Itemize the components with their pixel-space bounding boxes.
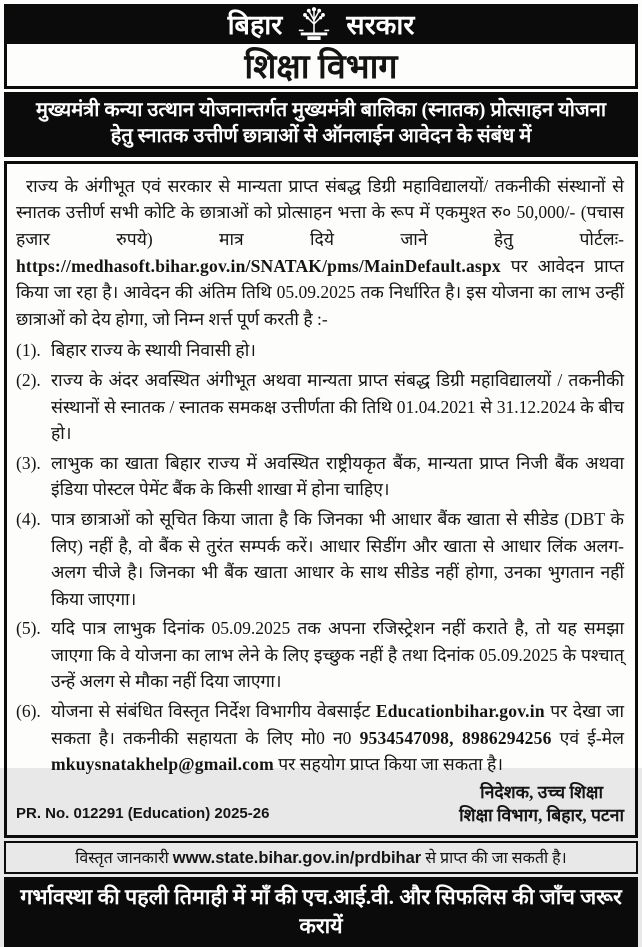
info-strip-post-text: से प्राप्त की जा सकती है।: [421, 850, 567, 868]
notice-body-box: [4, 161, 638, 838]
condition-number: (1).: [16, 340, 41, 361]
condition-text: बिहार राज्य के स्थायी निवासी हो।: [51, 340, 256, 361]
condition-text: पात्र छात्राओं को सूचित किया जाता है कि जिनका भी आधार बैंक खाता से सीडेड (DBT के लिए) नहीं है, वो बैंक से तुरंत सम्पर्क करें। आधार सिडींग और खाता से आधार लिंक अलग-अलग चीजे है। जिनका भी बैंक खाता आधार के साथ सीडेड नहीं होगा, उनका भुगतान नहीं किया जाएगा।: [51, 508, 624, 609]
government-header-bar: [4, 4, 638, 42]
conditions-list: [16, 337, 624, 781]
department-website-text: Educationbihar.gov.in: [375, 701, 545, 722]
header-word-sarkar: सरकार: [346, 9, 415, 40]
notice-title-line1: मुख्यमंत्री कन्या उत्थान योजनान्तर्गत मुख्यमंत्री बालिका (स्नातक) प्रोत्साहन योजना: [35, 99, 607, 121]
signature-block: [459, 781, 624, 828]
intro-paragraph: [16, 173, 624, 333]
condition-text: राज्य के अंदर अवस्थित अंगीभूत अथवा मान्यता प्राप्त संबद्ध डिग्री महाविद्यालयों / तकनीकी संस्थानों से स्नातक / स्नातक समकक्ष उत्तीर्णता की तिथि 01.04.2021 से 31.12.2024 के बीच हो।: [51, 369, 624, 444]
condition-item-3: [16, 450, 624, 503]
condition-item-5: [16, 615, 624, 695]
signature-row: [16, 781, 624, 830]
department-title: शिक्षा विभाग: [4, 42, 638, 89]
condition6-text-1: योजना से संबंधित विस्तृत निर्देश विभागीय वेबसाईट: [51, 701, 376, 722]
health-message-banner: गर्भावस्था की पहली तिमाही में माँ की एच.आई.वी. और सिफलिस की जाँच जरूर करायें: [4, 877, 638, 947]
signature-designation: निदेशक, उच्च शिक्षा: [480, 781, 603, 802]
signature-department: शिक्षा विभाग, बिहार, पटना: [459, 805, 624, 826]
condition-text: [51, 698, 624, 778]
condition-item-4: [16, 506, 624, 612]
notice-title-line2: हेतु स्नातक उत्तीर्ण छात्राओं से ऑनलाईन आवेदन के संबंध में: [110, 125, 532, 148]
condition6-text-3: एवं ई-मेल: [551, 727, 624, 748]
condition6-text-2: पर देखा जा सकता है। तकनीकी सहायता के लिए मो0 न0: [51, 701, 624, 748]
condition-text: यदि पात्र लाभुक दिनांक 05.09.2025 तक अपना रजिस्ट्रेशन नहीं कराते है, तो यह समझा जाएगा कि वे योजना का लाभ लेने के लिए इच्छुक नहीं है तथा दिनांक 05.09.2025 के पश्चात् उन्हें अलग से मौका नहीं दिया जाएगा।: [51, 618, 624, 692]
condition-number: (3).: [16, 452, 41, 473]
condition6-text-4: पर सहयोग प्राप्त किया जा सकता है।: [273, 754, 503, 775]
info-strip: [4, 841, 638, 874]
portal-url-text: https://medhasoft.bihar.gov.in/SNATAK/pms/MainDefault.aspx: [16, 255, 501, 276]
condition-number: (5).: [16, 618, 41, 639]
condition-item-2: [16, 367, 624, 447]
intro-text-2: पर आवेदन प्राप्त किया जा रहा है। आवेदन की अंतिम तिथि 05.09.2025 तक निर्धारित है। इस योजना का लाभ उन्हीं छात्राओं को देय होगा, जो निम्न शर्त्त पूर्ण करती है :-: [16, 255, 624, 329]
header-word-bihar: बिहार: [227, 9, 283, 40]
help-email-text: mkuysnatakhelp@gmail.com: [51, 754, 274, 775]
condition-number: (6).: [16, 701, 41, 722]
pr-number: PR. No. 012291 (Education) 2025-26: [16, 805, 270, 823]
intro-text-1: राज्य के अंगीभूत एवं सरकार से मान्यता प्राप्त संबद्ध डिग्री महाविद्यालयों/ तकनीकी संस्थानों से स्नातक उत्तीर्ण सभी कोटि के छात्राओं को प्रोत्साहन भत्ता के रूप में एकमुश्त रु० 50,000/- (पचास हजार रुपये) मात्र दिये जाने हेतु पोर्टलः-: [16, 175, 624, 249]
notice-title-band: [4, 92, 638, 157]
condition-number: (4).: [16, 508, 41, 529]
bihar-emblem-icon: [294, 5, 334, 41]
condition-text: लाभुक का खाता बिहार राज्य में अवस्थित राष्ट्रीयकृत बैंक, मान्यता प्राप्त निजी बैंक अथवा इंडिया पोस्टल पेमेंट बैंक के किसी शाखा में होना चाहिए।: [51, 452, 624, 500]
helpline-phone-numbers: 9534547098, 8986294256: [359, 727, 552, 748]
condition-number: (2).: [16, 369, 41, 390]
condition-item-1: [16, 337, 624, 364]
prd-website-text: www.state.bihar.gov.in/prdbihar: [172, 849, 422, 868]
info-strip-pre-text: विस्तृत जानकारी: [75, 850, 173, 868]
condition-item-6: [16, 698, 624, 778]
